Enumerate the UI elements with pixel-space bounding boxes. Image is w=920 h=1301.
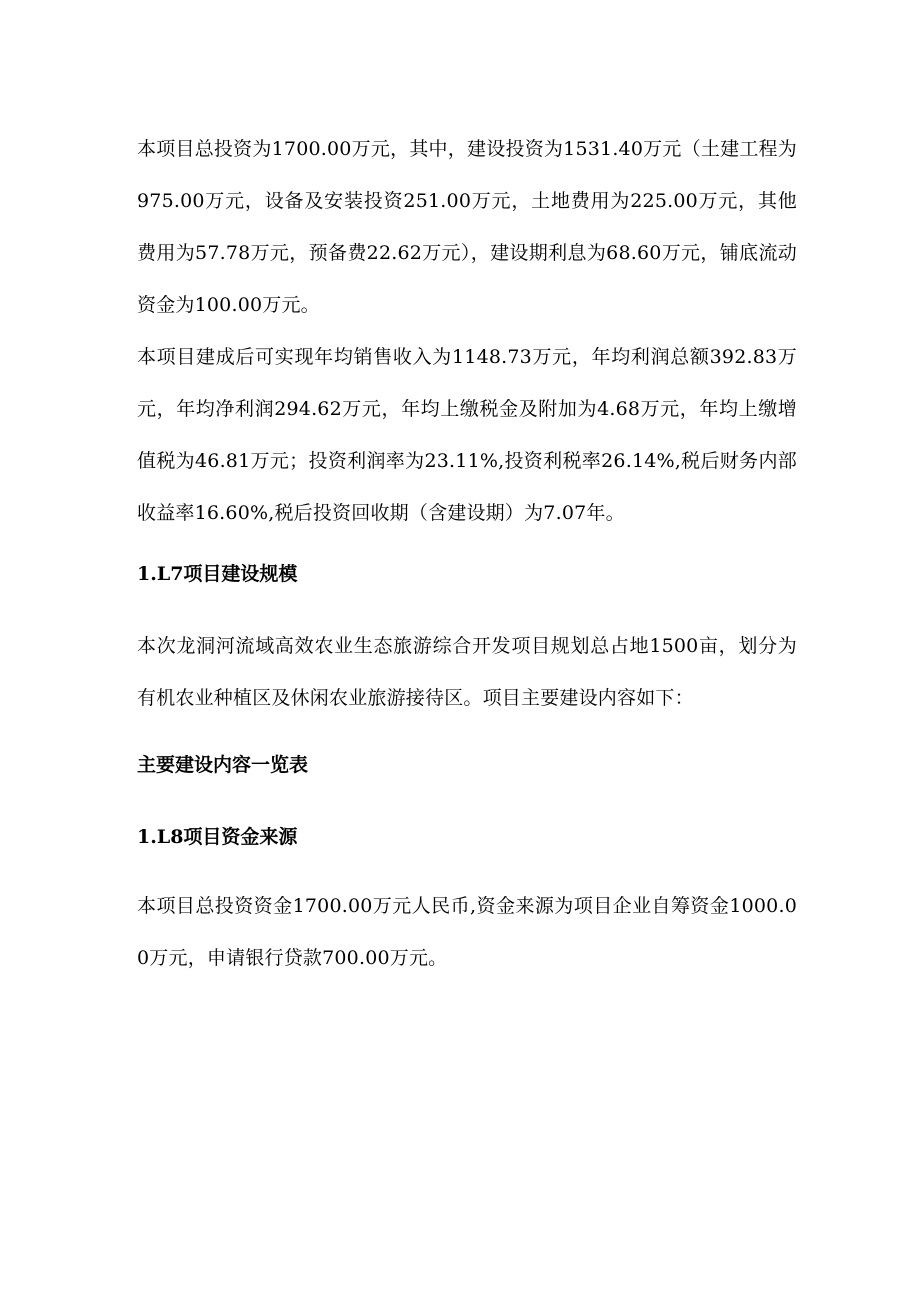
funding-source-paragraph: 本项目总投资资金1700.00万元人民币,资金来源为项目企业自筹资金1000.00万元，申请银行贷款700.00万元。 (137, 895, 797, 969)
section-heading-construction-scale: 1.L7项目建设规模 (137, 563, 298, 585)
investment-summary-paragraph: 本项目总投资为1700.00万元，其中，建设投资为1531.40万元（土建工程为975.00万元，设备及安装投资251.00万元，土地费用为225.00万元，其他费用为57.78万元，预备费22.62万元），建设期利息为68.60万元，铺底流动资金为100.00万元。 (137, 138, 797, 316)
construction-scale-paragraph: 本次龙洞河流域高效农业生态旅游综合开发项目规划总占地1500亩，划分为有机农业种植区及休闲农业旅游接待区。项目主要建设内容如下： (137, 635, 797, 709)
section-heading-funding-source: 1.L8项目资金来源 (137, 826, 298, 848)
financial-returns-paragraph: 本项目建成后可实现年均销售收入为1148.73万元，年均利润总额392.83万元，年均净利润294.62万元，年均上缴税金及附加为4.68万元，年均上缴增值税为46.81万元；投资利润率为23.11%,投资利税率26.14%,税后财务内部收益率16.60%,税后投资回收期（含建设期）为7.07年。 (137, 346, 797, 524)
construction-content-table-title: 主要建设内容一览表 (137, 754, 309, 776)
